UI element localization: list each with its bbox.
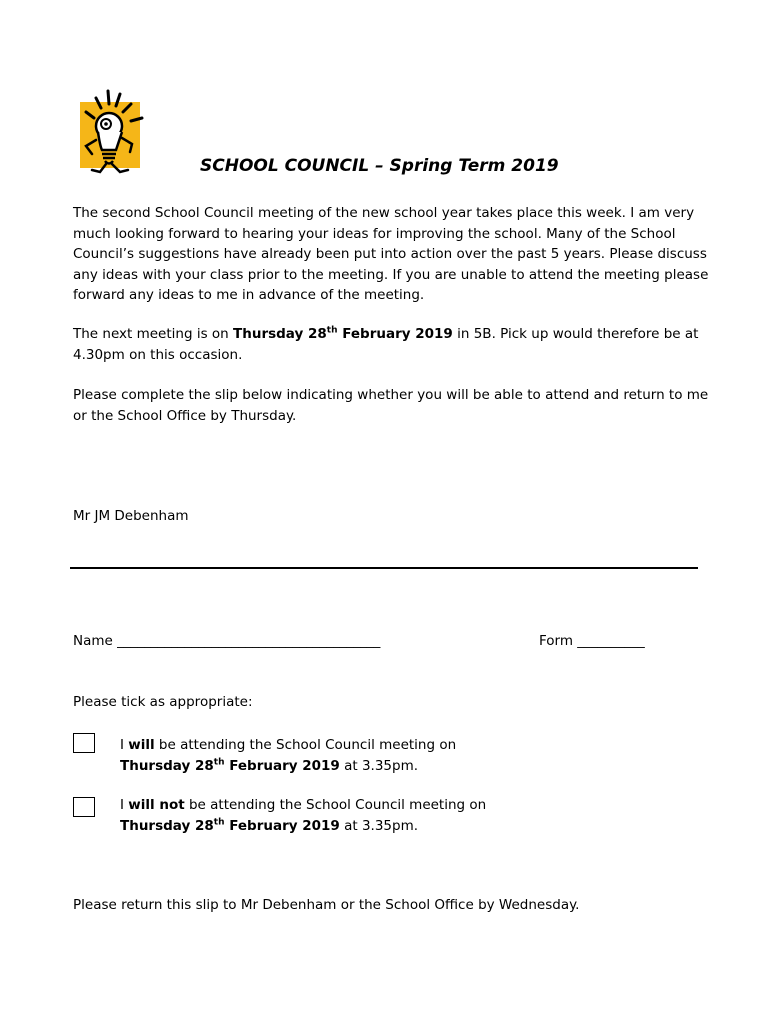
not-attending-lead: I	[120, 797, 129, 813]
tick-heading: Please tick as appropriate:	[73, 694, 253, 710]
next-meeting-suffix: in 5B. Pick up would therefore be at 4.30pm on this occasion.	[73, 326, 699, 363]
next-meeting-prefix: The next meeting is on	[73, 326, 234, 342]
signature: Mr JM Debenham	[73, 508, 189, 524]
next-meeting-date-sup: th	[326, 325, 338, 336]
form-field[interactable]: Form __________	[539, 633, 645, 649]
attending-date-sup: th	[213, 757, 225, 768]
instruction-paragraph: Please complete the slip below indicating whether you will be able to attend and return to me or the School Office by Thursday.	[73, 387, 709, 424]
next-meeting-paragraph	[73, 324, 713, 365]
return-instruction: Please return this slip to Mr Debenham or the School Office by Wednesday.	[73, 897, 580, 913]
lightbulb-mascot-icon	[76, 88, 150, 178]
not-attending-time: at 3.35pm.	[339, 817, 419, 834]
not-attending-date-sup: th	[213, 817, 225, 828]
not-attending-option-label	[120, 795, 680, 836]
attending-option-line1	[120, 735, 680, 756]
page-title: SCHOOL COUNCIL – Spring Term 2019	[200, 156, 559, 176]
not-attending-date-day: Thursday 28	[120, 817, 214, 834]
not-attending-option-line2	[120, 816, 680, 837]
next-meeting-date-day: Thursday 28	[233, 326, 327, 342]
attending-date-rest: February 2019	[224, 757, 340, 774]
attending-date-day: Thursday 28	[120, 757, 214, 774]
attending-option-line2	[120, 756, 680, 777]
attending-rest: be attending the School Council meeting on	[154, 737, 457, 753]
attending-option-label	[120, 735, 680, 776]
tear-off-divider	[70, 567, 698, 569]
attending-emphasis: will	[128, 737, 155, 753]
not-attending-date-rest: February 2019	[224, 817, 340, 834]
intro-paragraph: The second School Council meeting of the new school year takes place this week. I am very much looking forward to hearing your ideas for improving the school. Many of the School Council’s suggestions have already been put into action over the past 5 years. Please discuss any ideas with your class prior to the meeting. If you are unable to attend the meeting please forward any ideas to me in advance of the meeting.	[73, 205, 709, 304]
attending-checkbox[interactable]	[73, 733, 95, 753]
not-attending-rest: be attending the School Council meeting on	[184, 797, 487, 813]
attending-lead: I	[120, 737, 129, 753]
attending-time: at 3.35pm.	[339, 757, 419, 774]
not-attending-option-line1	[120, 795, 680, 816]
next-meeting-date-rest: February 2019	[337, 326, 453, 342]
not-attending-emphasis: will not	[128, 797, 185, 813]
name-field[interactable]: Name _______________________________________	[73, 633, 381, 649]
not-attending-checkbox[interactable]	[73, 797, 95, 817]
